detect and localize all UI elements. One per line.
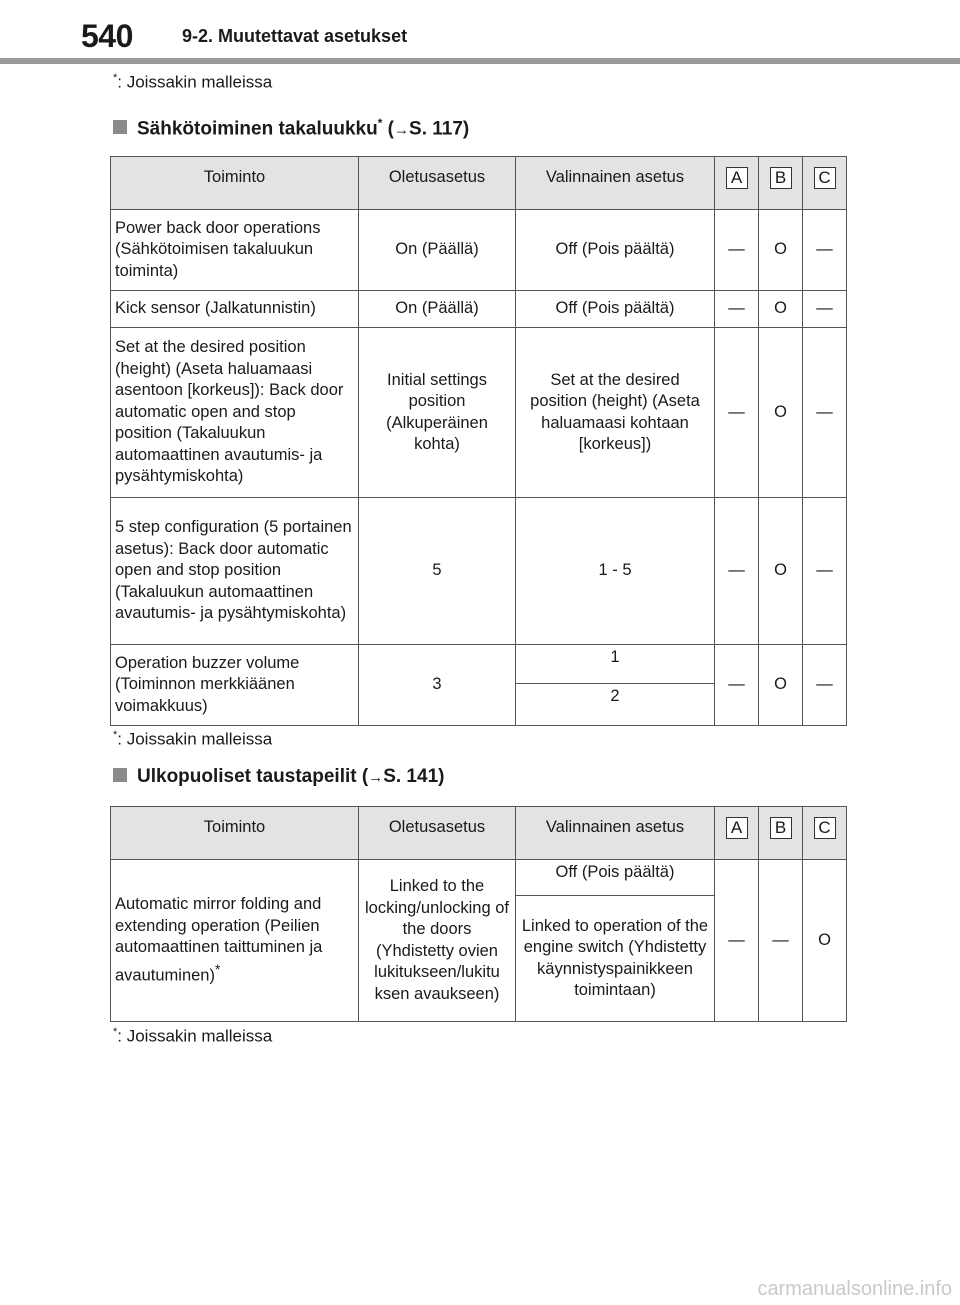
section-heading-power-back-door xyxy=(113,116,469,140)
table-row xyxy=(111,645,847,684)
table-row xyxy=(111,291,847,328)
page-reference-link[interactable]: S. 117) xyxy=(409,118,470,140)
asterisk: * xyxy=(377,116,383,130)
cell-default: Linked to the locking/unlocking of the doors (Yhdistetty ovien lukitukseen/lukitu ksen avaukseen) xyxy=(359,860,516,1022)
letter-c-box: C xyxy=(814,817,836,839)
footnote-top xyxy=(113,72,272,93)
arrow-right-icon: → xyxy=(368,769,384,786)
cell-function: Power back door operations (Sähkötoimisen takaluukun toiminta) xyxy=(111,210,359,291)
section-title: Sähkötoiminen takaluukku xyxy=(137,118,378,140)
table-row xyxy=(111,210,847,291)
cell-a: — xyxy=(715,860,759,1022)
footnote-after-table2 xyxy=(113,1026,272,1047)
header-a xyxy=(715,807,759,860)
asterisk: * xyxy=(113,729,118,741)
open-paren: ( xyxy=(382,118,395,140)
asterisk: * xyxy=(214,961,221,977)
cell-function-text: Automatic mirror folding and extending operation (Peilien automaattinen taittuminen ja avautuminen) xyxy=(115,895,323,985)
cell-function: 5 step configuration (5 portainen asetus): Back door automatic open and stop position (Takaluukun automaattinen avautumis- ja pysähtymiskohta) xyxy=(111,498,359,645)
cell-function: Set at the desired position (height) (Aseta haluamaasi asentoon [korkeus]): Back door automatic open and stop position (Takaluukun automaattinen avautumis- ja pysähtymiskohta) xyxy=(111,328,359,498)
cell-optional: Off (Pois päältä) xyxy=(516,860,715,896)
watermark-text: carmanualsonline.info xyxy=(757,1278,952,1300)
header-optional: Valinnainen asetus xyxy=(516,807,715,860)
letter-c-box: C xyxy=(814,167,836,189)
cell-a: — xyxy=(715,498,759,645)
cell-optional: Set at the desired position (height) (Aseta haluamaasi kohtaan [korkeus]) xyxy=(516,328,715,498)
section-title: Ulkopuoliset taustapeilit xyxy=(137,766,357,787)
cell-b: O xyxy=(759,291,803,328)
open-paren: ( xyxy=(356,766,369,787)
cell-optional: 1 - 5 xyxy=(516,498,715,645)
table-row xyxy=(111,860,847,896)
asterisk: * xyxy=(113,72,118,84)
page-reference-link[interactable]: S. 141) xyxy=(383,766,445,787)
header-optional: Valinnainen asetus xyxy=(516,157,715,210)
settings-table-outside-mirrors xyxy=(110,806,847,1022)
cell-b: — xyxy=(759,860,803,1022)
letter-a-box: A xyxy=(726,817,748,839)
cell-optional: Linked to operation of the engine switch (Yhdistetty käynnistyspainikkeen toimintaan) xyxy=(516,896,715,1022)
header-b xyxy=(759,807,803,860)
cell-c: — xyxy=(803,498,847,645)
cell-default: On (Päällä) xyxy=(359,291,516,328)
cell-c: — xyxy=(803,328,847,498)
letter-b-box: B xyxy=(770,167,792,189)
cell-a: — xyxy=(715,291,759,328)
cell-function: Kick sensor (Jalkatunnistin) xyxy=(111,291,359,328)
header-function: Toiminto xyxy=(111,807,359,860)
cell-b: O xyxy=(759,328,803,498)
page-number: 540 xyxy=(81,18,133,54)
cell-default: 5 xyxy=(359,498,516,645)
cell-function xyxy=(111,860,359,1022)
footnote-text: : Joissakin malleissa xyxy=(117,72,273,92)
cell-c: O xyxy=(803,860,847,1022)
cell-function: Operation buzzer volume (Toiminnon merkkiäänen voimakkuus) xyxy=(111,645,359,726)
table-row xyxy=(111,498,847,645)
cell-optional: Off (Pois päältä) xyxy=(516,291,715,328)
cell-default: On (Päällä) xyxy=(359,210,516,291)
cell-optional: 1 xyxy=(516,645,715,684)
chapter-title: 9-2. Muutettavat asetukset xyxy=(182,26,408,46)
cell-optional: 2 xyxy=(516,684,715,726)
header-rule xyxy=(0,58,960,64)
letter-a-box: A xyxy=(726,167,748,189)
header-default: Oletusasetus xyxy=(359,157,516,210)
cell-b: O xyxy=(759,498,803,645)
cell-default: 3 xyxy=(359,645,516,726)
cell-a: — xyxy=(715,210,759,291)
square-bullet-icon xyxy=(113,120,127,134)
cell-c: — xyxy=(803,210,847,291)
table-row xyxy=(111,328,847,498)
cell-a: — xyxy=(715,328,759,498)
square-bullet-icon xyxy=(113,768,127,782)
cell-b: O xyxy=(759,645,803,726)
header-b xyxy=(759,157,803,210)
table-header-row xyxy=(111,807,847,860)
header-function: Toiminto xyxy=(111,157,359,210)
footnote-text: : Joissakin malleissa xyxy=(117,729,273,749)
page-header xyxy=(0,0,960,64)
table-header-row xyxy=(111,157,847,210)
cell-a: — xyxy=(715,645,759,726)
header-a xyxy=(715,157,759,210)
section-heading-outside-mirrors xyxy=(113,766,444,788)
cell-default: Initial settings position (Alkuperäinen kohta) xyxy=(359,328,516,498)
header-c xyxy=(803,157,847,210)
footnote-after-table1 xyxy=(113,729,272,750)
footnote-text: : Joissakin malleissa xyxy=(117,1026,273,1046)
cell-optional: Off (Pois päältä) xyxy=(516,210,715,291)
arrow-right-icon: → xyxy=(394,121,410,139)
cell-c: — xyxy=(803,291,847,328)
settings-table-power-back-door xyxy=(110,156,847,726)
asterisk: * xyxy=(113,1026,118,1038)
cell-c: — xyxy=(803,645,847,726)
cell-b: O xyxy=(759,210,803,291)
header-c xyxy=(803,807,847,860)
header-default: Oletusasetus xyxy=(359,807,516,860)
letter-b-box: B xyxy=(770,817,792,839)
